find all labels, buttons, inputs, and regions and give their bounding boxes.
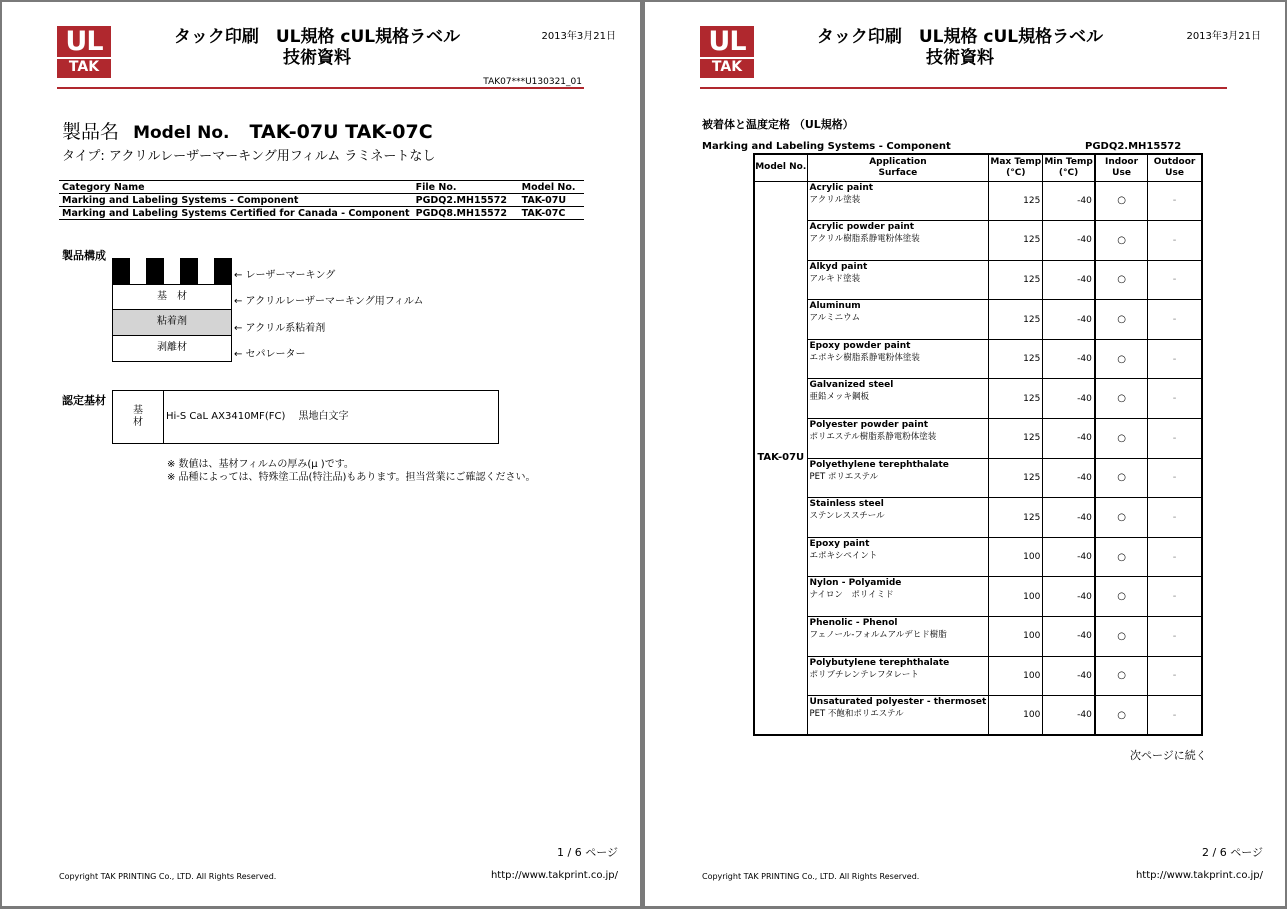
indoor-cell: ○ [1095, 617, 1148, 657]
surface-cell [807, 300, 989, 340]
surface-en: Polyethylene terephthalate [809, 459, 949, 470]
cell-file-no: PGDQ8.MH15572 [413, 207, 519, 220]
max-temp-cell: 125 [989, 339, 1043, 379]
product-type: タイプ: アクリルレーザーマーキング用フィルム ラミネートなし [62, 149, 436, 164]
document-number: TAK07***U130321_01 [483, 77, 582, 87]
layer-adhesive: 粘着剤 [112, 310, 232, 336]
document-date: 2013年3月21日 [541, 31, 616, 42]
min-temp-cell: -40 [1043, 339, 1095, 379]
surface-cell [807, 458, 989, 498]
certified-left-cell [112, 391, 164, 443]
table-row [754, 419, 1202, 459]
header-min-line: Min Temp [1044, 156, 1093, 167]
note-2: ※ 品種によっては、特殊塗工品(特注品)もあります。担当営業にご確認ください。 [167, 472, 536, 483]
min-temp-cell: -40 [1043, 379, 1095, 419]
title-line-1: タック印刷 UL規格 cUL規格ラベル [816, 27, 1104, 47]
surface-jp: ポリエステル樹脂系静電粉体塗装 [809, 432, 937, 443]
surface-jp: エポキシ樹脂系静電粉体塗装 [809, 352, 920, 363]
header-indoor [1095, 154, 1148, 181]
surface-jp: アクリル塗装 [809, 194, 861, 205]
certified-material-value: Hi-S CaL AX3410MF(FC) 黒地白文字 [164, 391, 499, 443]
page-number: 1 / 6 ページ [557, 846, 618, 859]
logo-tak-text: TAK [68, 59, 100, 75]
table-row [754, 260, 1202, 300]
cell-model-no: TAK-07U [519, 194, 584, 207]
min-temp-cell: -40 [1043, 221, 1095, 261]
product-name [62, 117, 433, 144]
ul-tak-logo [700, 26, 754, 78]
max-temp-cell: 125 [989, 379, 1043, 419]
surface-en: Polyester powder paint [809, 420, 929, 431]
model-label: Model No. [133, 123, 230, 143]
layer-label-adhesive: ← アクリル系粘着剤 [234, 323, 326, 334]
laser-mark [112, 258, 130, 284]
surface-cell [807, 696, 989, 736]
surface-en: Alkyd paint [809, 261, 868, 272]
notes [167, 458, 536, 484]
max-temp-cell: 100 [989, 696, 1043, 736]
surface-en: Unsaturated polyester - thermoset [809, 697, 987, 708]
title-line-2: 技術資料 [926, 48, 994, 68]
min-temp-cell: -40 [1043, 696, 1095, 736]
indoor-cell: ○ [1095, 221, 1148, 261]
max-temp-cell: 125 [989, 181, 1043, 221]
model-cell: TAK-07U [754, 181, 807, 735]
header-model-no: Model No. [519, 181, 584, 194]
max-temp-cell: 125 [989, 458, 1043, 498]
layer-label-marking: ← レーザーマーキング [234, 270, 336, 281]
outdoor-cell: - [1148, 577, 1202, 617]
section-title: 被着体と温度定格 （UL規格） [702, 118, 854, 131]
surface-en: Nylon - Polyamide [809, 578, 902, 589]
composition-title: 製品構成 [62, 249, 106, 262]
surface-en: Acrylic paint [809, 182, 874, 193]
note-1: ※ 数値は、基材フィルムの厚み(μ )です。 [167, 459, 354, 470]
indoor-cell: ○ [1095, 458, 1148, 498]
page-2 [645, 2, 1285, 906]
document-title [795, 27, 1125, 69]
surface-cell [807, 656, 989, 696]
layer-liner: 剥離材 [112, 336, 232, 362]
outdoor-cell: - [1148, 696, 1202, 736]
surface-en: Aluminum [809, 301, 861, 312]
table-row [754, 300, 1202, 340]
laser-marks [112, 258, 232, 284]
surface-jp: アルミニウム [809, 313, 861, 324]
laser-mark [214, 258, 232, 284]
page-1 [2, 2, 640, 906]
surface-cell [807, 181, 989, 221]
min-temp-cell: -40 [1043, 260, 1095, 300]
page-number: 2 / 6 ページ [1202, 846, 1263, 859]
table-row [754, 221, 1202, 261]
table-row [754, 379, 1202, 419]
header-min-temp [1043, 154, 1095, 181]
layer-diagram [112, 258, 232, 362]
header-outdoor-line: Outdoor [1153, 156, 1196, 167]
max-temp-cell: 100 [989, 537, 1043, 577]
surface-en: Epoxy powder paint [809, 340, 911, 351]
cell-category: Marking and Labeling Systems Certified for Canada - Component [59, 207, 413, 220]
table-header-row [754, 154, 1202, 181]
min-temp-cell: -40 [1043, 498, 1095, 538]
max-temp-cell: 125 [989, 419, 1043, 459]
outdoor-cell: - [1148, 339, 1202, 379]
outdoor-cell: - [1148, 537, 1202, 577]
max-temp-cell: 100 [989, 656, 1043, 696]
min-temp-cell: -40 [1043, 656, 1095, 696]
copyright: Copyright TAK PRINTING Co., LTD. All Rights Reserved. [59, 872, 277, 881]
surface-cell [807, 339, 989, 379]
header-surface [807, 154, 989, 181]
cell-category: Marking and Labeling Systems - Component [59, 194, 413, 207]
surface-jp: PET 不飽和ポリエステル [809, 709, 904, 720]
product-label: 製品名 [62, 121, 120, 143]
outdoor-cell: - [1148, 498, 1202, 538]
max-temp-cell: 125 [989, 300, 1043, 340]
table-row [754, 339, 1202, 379]
max-temp-cell: 125 [989, 221, 1043, 261]
surface-cell [807, 379, 989, 419]
min-temp-cell: -40 [1043, 537, 1095, 577]
header-indoor-line: Use [1112, 167, 1131, 178]
table-row [754, 577, 1202, 617]
surface-jp: ステンレススチール [809, 511, 885, 522]
header-surface-line: Application [869, 156, 927, 167]
title-line-2: 技術資料 [283, 48, 351, 68]
website-url: http://www.takprint.co.jp/ [490, 870, 618, 881]
logo-tak-text: TAK [711, 59, 743, 75]
logo-ul-text: UL [65, 26, 103, 57]
surface-en: Epoxy paint [809, 538, 870, 549]
indoor-cell: ○ [1095, 696, 1148, 736]
title-line-1: タック印刷 UL規格 cUL規格ラベル [173, 27, 461, 47]
min-temp-cell: -40 [1043, 181, 1095, 221]
document-title [152, 27, 482, 69]
outdoor-cell: - [1148, 221, 1202, 261]
copyright: Copyright TAK PRINTING Co., LTD. All Rights Reserved. [702, 872, 920, 881]
table-row [754, 617, 1202, 657]
table-row [754, 656, 1202, 696]
certified-material-table [112, 390, 499, 444]
temperature-rating-table [753, 153, 1203, 736]
indoor-cell: ○ [1095, 339, 1148, 379]
outdoor-cell: - [1148, 656, 1202, 696]
surface-jp: 亜鉛メッキ鋼板 [809, 392, 870, 403]
max-temp-cell: 100 [989, 577, 1043, 617]
surface-jp: ポリブチレンテレフタレート [809, 669, 919, 680]
laser-mark [180, 258, 198, 284]
table-row [59, 194, 584, 207]
max-temp-cell: 125 [989, 498, 1043, 538]
cell-model-no: TAK-07C [519, 207, 584, 220]
max-temp-cell: 125 [989, 260, 1043, 300]
indoor-cell: ○ [1095, 260, 1148, 300]
header-max-line: (°C) [1006, 167, 1026, 178]
surface-en: Phenolic - Phenol [809, 618, 898, 629]
surface-en: Galvanized steel [809, 380, 894, 391]
surface-en: Acrylic powder paint [809, 222, 915, 233]
table-body [754, 181, 1202, 735]
header-max-temp [989, 154, 1043, 181]
cell-file-no: PGDQ2.MH15572 [413, 194, 519, 207]
indoor-cell: ○ [1095, 498, 1148, 538]
indoor-cell: ○ [1095, 419, 1148, 459]
indoor-cell: ○ [1095, 379, 1148, 419]
header-model: Model No. [754, 154, 807, 181]
min-temp-cell: -40 [1043, 419, 1095, 459]
website-url: http://www.takprint.co.jp/ [1135, 870, 1263, 881]
min-temp-cell: -40 [1043, 577, 1095, 617]
surface-jp: PET ポリエステル [809, 471, 879, 482]
surface-jp: アルキド塗装 [809, 273, 861, 284]
surface-jp: フェノール-フォルムアルデヒド樹脂 [809, 630, 947, 641]
surface-cell [807, 260, 989, 300]
table-row [754, 498, 1202, 538]
table-row [754, 458, 1202, 498]
outdoor-cell: - [1148, 260, 1202, 300]
header-file-no: File No. [413, 181, 519, 194]
table-row [59, 207, 584, 220]
header-outdoor-line: Use [1165, 167, 1184, 178]
layer-substrate: 基 材 [112, 284, 232, 310]
layer-label-film: ← アクリルレーザーマーキング用フィルム [234, 296, 424, 307]
header-category: Category Name [59, 181, 413, 194]
table-row [754, 537, 1202, 577]
certified-left-char-2: 材 [133, 417, 143, 428]
indoor-cell: ○ [1095, 577, 1148, 617]
surface-cell [807, 419, 989, 459]
surface-cell [807, 498, 989, 538]
header-rule [700, 87, 1227, 89]
laser-mark [146, 258, 164, 284]
model-codes: TAK-07U TAK-07C [249, 121, 433, 143]
table-row [754, 696, 1202, 736]
indoor-cell: ○ [1095, 537, 1148, 577]
indoor-cell: ○ [1095, 300, 1148, 340]
outdoor-cell: - [1148, 617, 1202, 657]
min-temp-cell: -40 [1043, 458, 1095, 498]
min-temp-cell: -40 [1043, 617, 1095, 657]
surface-cell [807, 537, 989, 577]
header-rule [57, 87, 584, 89]
indoor-cell: ○ [1095, 181, 1148, 221]
outdoor-cell: - [1148, 419, 1202, 459]
document-date: 2013年3月21日 [1186, 31, 1261, 42]
max-temp-cell: 100 [989, 617, 1043, 657]
surface-jp: アクリル樹脂系静電粉体塗装 [809, 234, 920, 245]
layer-label-separator: ← セパレーター [234, 349, 306, 360]
surface-cell [807, 221, 989, 261]
outdoor-cell: - [1148, 300, 1202, 340]
surface-jp: エポキシペイント [809, 550, 878, 561]
surface-cell [807, 617, 989, 657]
logo-ul-text: UL [708, 26, 746, 57]
ul-tak-logo [57, 26, 111, 78]
outdoor-cell: - [1148, 379, 1202, 419]
table-row [754, 181, 1202, 221]
table-header-row [59, 181, 584, 194]
header-indoor-line: Indoor [1105, 156, 1139, 167]
continued-note: 次ページに続く [1130, 749, 1207, 762]
outdoor-cell: - [1148, 181, 1202, 221]
category-table [59, 180, 584, 220]
surface-cell [807, 577, 989, 617]
surface-en: Polybutylene terephthalate [809, 657, 950, 668]
header-surface-line: Surface [878, 167, 918, 178]
certified-left-char-1: 基 [133, 405, 143, 416]
min-temp-cell: -40 [1043, 300, 1095, 340]
indoor-cell: ○ [1095, 656, 1148, 696]
certified-title: 認定基材 [62, 394, 106, 407]
surface-en: Stainless steel [809, 499, 884, 510]
surface-jp: ナイロン ポリイミド [809, 590, 894, 601]
header-outdoor [1148, 154, 1202, 181]
system-name: Marking and Labeling Systems - Component [702, 141, 951, 152]
header-min-line: (°C) [1058, 167, 1079, 178]
outdoor-cell: - [1148, 458, 1202, 498]
file-number: PGDQ2.MH15572 [1085, 141, 1182, 152]
header-max-line: Max Temp [990, 156, 1042, 167]
